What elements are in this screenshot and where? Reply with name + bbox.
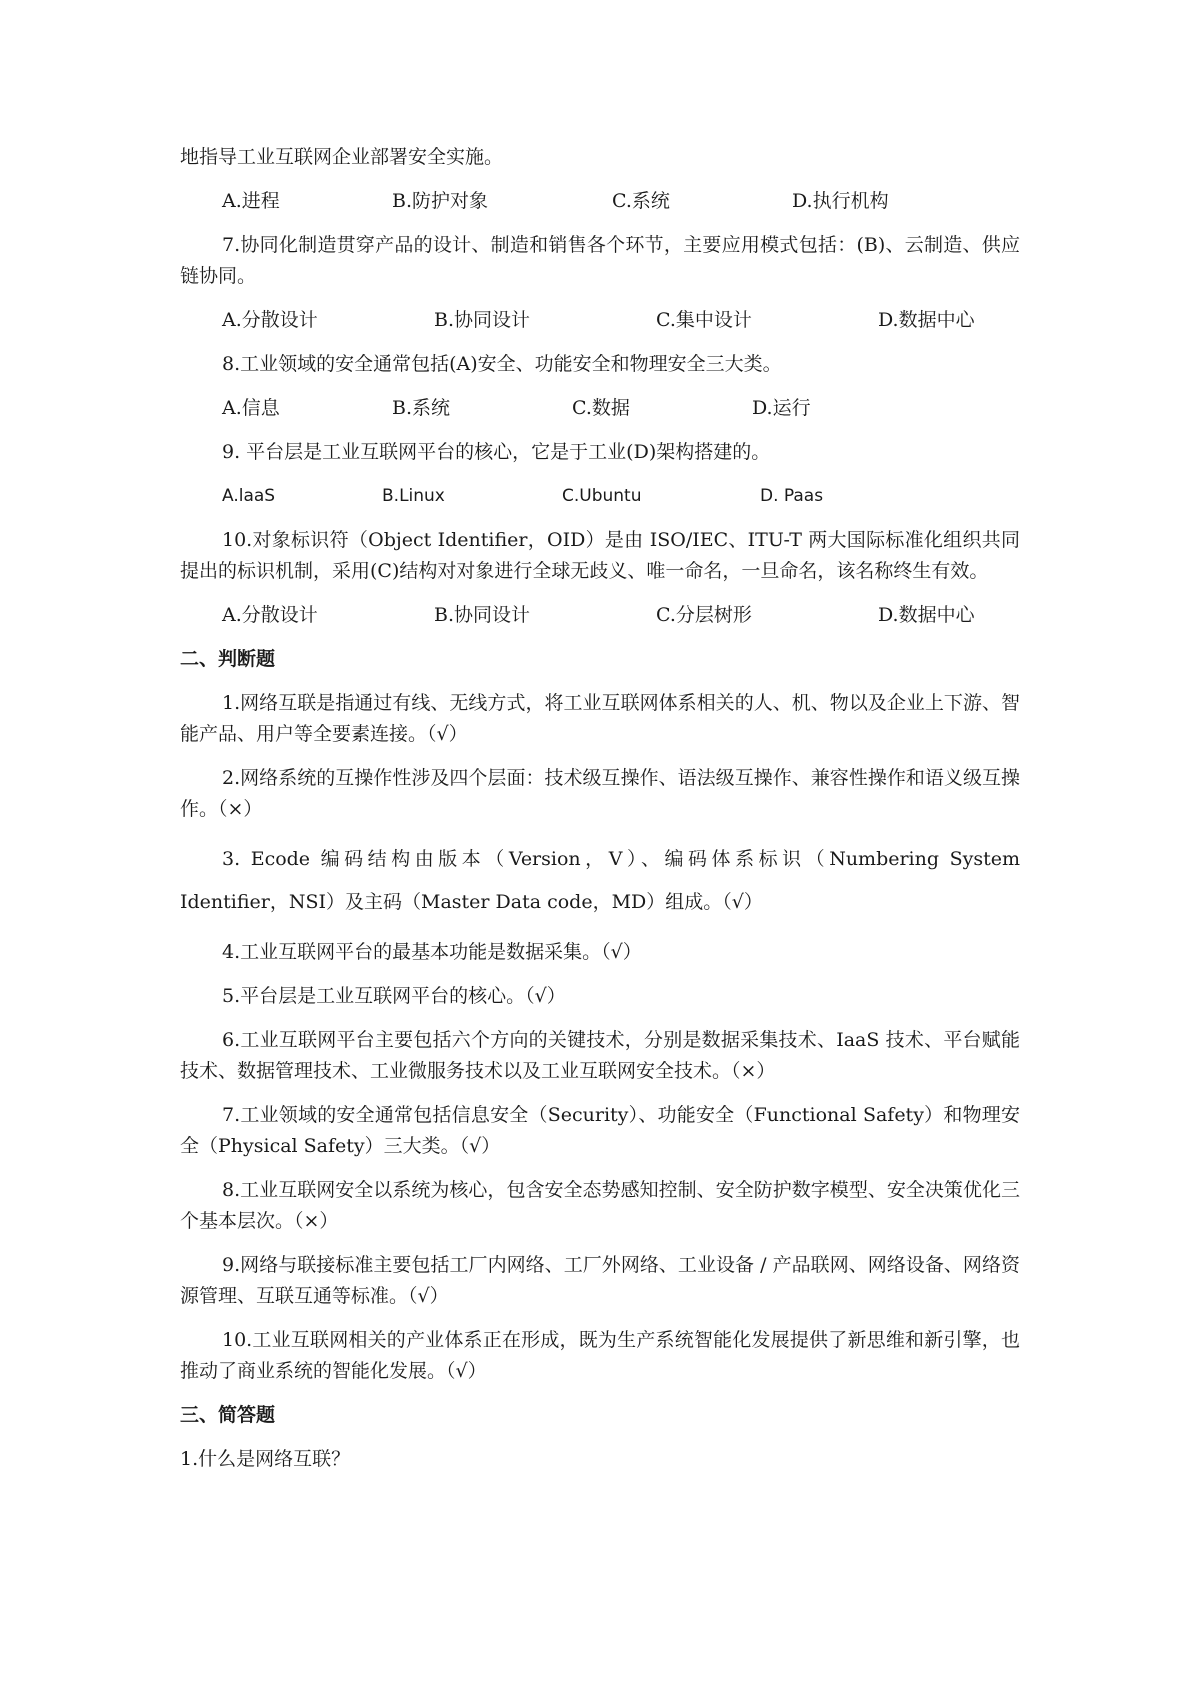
- short-answer-question-1: 1.什么是网络互联？: [180, 1448, 351, 1470]
- option-a: A.信息: [222, 397, 280, 419]
- option-c: C.Ubuntu: [562, 486, 642, 506]
- question-7: 7.协同化制造贯穿产品的设计、制造和销售各个环节，主要应用模式包括：(B)、云制造、供应链协同。: [180, 234, 1020, 287]
- option-c: C.集中设计: [656, 309, 752, 331]
- tf-item-5: 5.平台层是工业互联网平台的核心。（√）: [222, 985, 566, 1007]
- question-10: 10.对象标识符（Object Identifier，OID）是由 ISO/IEC、ITU-T 两大国际标准化组织共同提出的标识机制，采用(C)结构对对象进行全球无歧义、唯一命名，一旦命名，该名称终生有效。: [180, 529, 1020, 582]
- option-c: C.系统: [612, 190, 670, 212]
- question-8: 8.工业领域的安全通常包括(A)安全、功能安全和物理安全三大类。: [222, 353, 782, 375]
- question-9: 9. 平台层是工业互联网平台的核心，它是于工业(D)架构搭建的。: [222, 441, 771, 463]
- question-6-tail: 地指导工业互联网企业部署安全实施。: [180, 146, 504, 168]
- question-6-options: [180, 186, 1020, 217]
- option-a: A.分散设计: [222, 309, 318, 331]
- section-heading-true-false: 二、判断题: [180, 648, 276, 670]
- option-a: A.进程: [222, 190, 280, 212]
- option-d: D.运行: [752, 397, 811, 419]
- tf-item-2: 2.网络系统的互操作性涉及四个层面：技术级互操作、语法级互操作、兼容性操作和语义级互操作。（×）: [180, 767, 1020, 820]
- option-d: D.执行机构: [792, 190, 889, 212]
- option-d: D. Paas: [760, 486, 824, 506]
- option-c: C.分层树形: [656, 604, 752, 626]
- option-b: B.防护对象: [392, 190, 489, 212]
- question-10-options: [180, 600, 1020, 631]
- option-a: A.laaS: [222, 486, 276, 506]
- tf-item-3: 3. Ecode 编码结构由版本（Version，V）、编码体系标识（Numbering System Identifier，NSI）及主码（Master Data code，MD）组成。（√）: [180, 848, 1020, 913]
- tf-item-9: 9.网络与联接标准主要包括工厂内网络、工厂外网络、工业设备 / 产品联网、网络设备、网络资源管理、互联互通等标准。（√）: [180, 1254, 1020, 1307]
- option-d: D.数据中心: [878, 604, 975, 626]
- tf-item-10: 10.工业互联网相关的产业体系正在形成，既为生产系统智能化发展提供了新思维和新引擎，也推动了商业系统的智能化发展。（√）: [180, 1329, 1020, 1382]
- tf-item-1: 1.网络互联是指通过有线、无线方式，将工业互联网体系相关的人、机、物以及企业上下游、智能产品、用户等全要素连接。（√）: [180, 692, 1020, 745]
- option-a: A.分散设计: [222, 604, 318, 626]
- question-9-options: [180, 481, 1020, 512]
- option-b: B.系统: [392, 397, 451, 419]
- tf-item-8: 8.工业互联网安全以系统为核心，包含安全态势感知控制、安全防护数字模型、安全决策优化三个基本层次。（×）: [180, 1179, 1020, 1232]
- option-b: B.协同设计: [434, 604, 531, 626]
- tf-item-6: 6.工业互联网平台主要包括六个方向的关键技术，分别是数据采集技术、IaaS 技术、平台赋能技术、数据管理技术、工业微服务技术以及工业互联网安全技术。（×）: [180, 1029, 1020, 1082]
- option-d: D.数据中心: [878, 309, 975, 331]
- option-b: B.协同设计: [434, 309, 531, 331]
- tf-item-4: 4.工业互联网平台的最基本功能是数据采集。（√）: [222, 941, 642, 963]
- document-page: [180, 142, 1020, 1475]
- question-7-options: [180, 305, 1020, 336]
- section-heading-short-answer: 三、简答题: [180, 1404, 276, 1426]
- tf-item-7: 7.工业领域的安全通常包括信息安全（Security）、功能安全（Functional Safety）和物理安全（Physical Safety）三大类。（√）: [180, 1104, 1020, 1157]
- question-8-options: [180, 393, 1020, 424]
- option-c: C.数据: [572, 397, 630, 419]
- option-b: B.Linux: [382, 486, 445, 506]
